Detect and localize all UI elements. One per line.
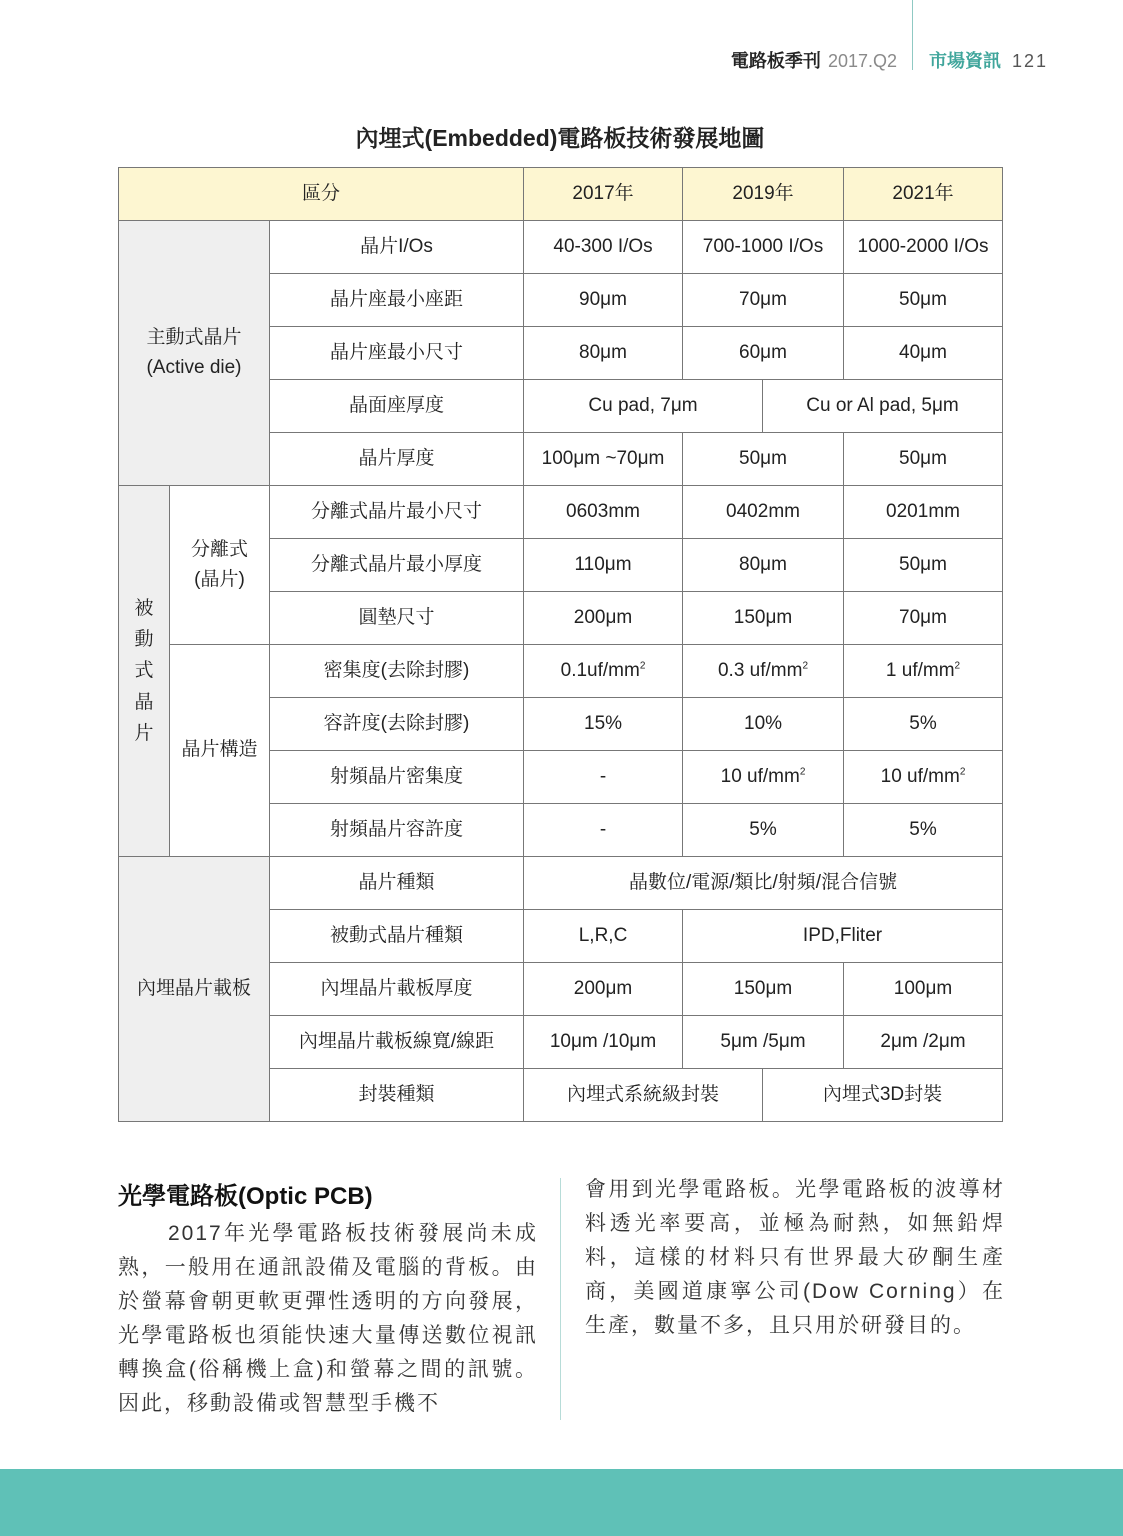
- footer-bar: [0, 1469, 1123, 1536]
- cell-span-2019-2021: Cu or Al pad, 5μm: [763, 380, 1003, 433]
- substrate-category: 內埋晶片載板: [119, 857, 270, 1122]
- cell-span-2019-2021: 內埋式3D封裝: [763, 1069, 1003, 1122]
- row-label: 分離式晶片最小厚度: [270, 539, 524, 592]
- page-number: 121: [1012, 51, 1049, 71]
- cell-2021: [844, 645, 1003, 698]
- cell-2017: 100μm ~70μm: [524, 433, 683, 486]
- cell-2017: L,R,C: [524, 910, 683, 963]
- table-header-row: [119, 168, 1003, 221]
- table-row: [119, 645, 1003, 698]
- row-label: 圓墊尺寸: [270, 592, 524, 645]
- cell-2021: 2μm /2μm: [844, 1016, 1003, 1069]
- row-label: 被動式晶片種類: [270, 910, 524, 963]
- passive-label-char: 片: [134, 723, 154, 745]
- magazine-header: [731, 47, 897, 73]
- cell-2021: 5%: [844, 698, 1003, 751]
- value-text: 0.3 uf/mm: [717, 659, 803, 681]
- table-row: [119, 486, 1003, 539]
- value-text: 10 uf/mm: [720, 765, 800, 787]
- cell-2017: 200μm: [524, 963, 683, 1016]
- cell-2017: 0603mm: [524, 486, 683, 539]
- header-category: 區分: [119, 168, 524, 221]
- article-paragraph-right: 會用到光學電路板。光學電路板的波導材料透光率要高，並極為耐熱，如無鉛焊料，這樣的材料只有世界最大矽酮生產商，美國道康寧公司(Dow Corning）在生產，數量不多，且只用於研發目的。: [585, 1178, 1005, 1337]
- discrete-label-paren: (晶片): [194, 569, 245, 590]
- cell-2019: 80μm: [683, 539, 844, 592]
- cell-2017: 110μm: [524, 539, 683, 592]
- row-label: 射頻晶片容許度: [270, 804, 524, 857]
- section-header: [929, 47, 1048, 73]
- row-label: 晶片厚度: [270, 433, 524, 486]
- cell-2021: 50μm: [844, 539, 1003, 592]
- cell-2019: 10%: [683, 698, 844, 751]
- table-title: 內埋式(Embedded)電路板技術發展地圖: [355, 125, 765, 151]
- superscript: 2: [959, 766, 966, 778]
- cell-2019: 700-1000 I/Os: [683, 221, 844, 274]
- section-label: 市場資訊: [929, 51, 1001, 71]
- passive-category: [119, 486, 170, 857]
- cell-2021: 50μm: [844, 274, 1003, 327]
- discrete-subcategory: [170, 486, 270, 645]
- magazine-title: 電路板季刊: [730, 51, 821, 71]
- superscript: 2: [639, 660, 646, 672]
- active-die-category: [119, 221, 270, 486]
- table-row: [119, 857, 1003, 910]
- cell-2017: -: [524, 751, 683, 804]
- passive-label-char: 動: [134, 628, 154, 650]
- issue-label: 2017.Q2: [827, 51, 897, 71]
- passive-label-char: 式: [134, 660, 154, 682]
- cell-2019: 70μm: [683, 274, 844, 327]
- cell-span-2019-2021: IPD,Fliter: [683, 910, 1003, 963]
- row-label: 晶片種類: [270, 857, 524, 910]
- row-label: 晶片座最小尺寸: [270, 327, 524, 380]
- cell-2019: 0402mm: [683, 486, 844, 539]
- header-divider: [912, 0, 913, 70]
- cell-2019: [683, 645, 844, 698]
- cell-span-2017-2019: 內埋式系統級封裝: [524, 1069, 763, 1122]
- value-text: 0.1uf/mm: [560, 659, 640, 681]
- cell-2019: 150μm: [683, 592, 844, 645]
- roadmap-table: [118, 167, 1003, 1122]
- value-text: 10 uf/mm: [880, 765, 960, 787]
- cell-2021: 50μm: [844, 433, 1003, 486]
- cell-2017: 15%: [524, 698, 683, 751]
- row-label: 容許度(去除封膠): [270, 698, 524, 751]
- active-die-label-en: (Active die): [146, 357, 242, 378]
- cell-2019: [683, 751, 844, 804]
- cell-2019: 60μm: [683, 327, 844, 380]
- superscript: 2: [799, 766, 806, 778]
- row-label: 分離式晶片最小尺寸: [270, 486, 524, 539]
- header-2019: 2019年: [683, 168, 844, 221]
- header-2021: 2021年: [844, 168, 1003, 221]
- cell-2021: 0201mm: [844, 486, 1003, 539]
- cell-2017: 200μm: [524, 592, 683, 645]
- cell-2017: 40-300 I/Os: [524, 221, 683, 274]
- cell-2021: [844, 751, 1003, 804]
- cell-2017: -: [524, 804, 683, 857]
- row-label: 晶片座最小座距: [270, 274, 524, 327]
- cell-2021: 40μm: [844, 327, 1003, 380]
- header-2017: 2017年: [524, 168, 683, 221]
- value-text: 1 uf/mm: [885, 659, 955, 681]
- cell-span-2017-2019: Cu pad, 7μm: [524, 380, 763, 433]
- cell-2019: 5μm /5μm: [683, 1016, 844, 1069]
- row-label: 射頻晶片密集度: [270, 751, 524, 804]
- active-die-label: 主動式晶片: [146, 326, 242, 348]
- structure-label: 晶片構造: [181, 739, 258, 761]
- cell-2017: 90μm: [524, 274, 683, 327]
- cell-2017: 80μm: [524, 327, 683, 380]
- table-row: [119, 221, 1003, 274]
- article-title: 光學電路板(Optic PCB): [118, 1183, 373, 1210]
- row-label: 內埋晶片載板線寬/線距: [270, 1016, 524, 1069]
- discrete-label: 分離式: [190, 538, 248, 560]
- row-label: 封裝種類: [270, 1069, 524, 1122]
- cell-2021: 1000-2000 I/Os: [844, 221, 1003, 274]
- row-label: 晶面座厚度: [270, 380, 524, 433]
- passive-label-char: 晶: [134, 691, 154, 713]
- cell-2021: 100μm: [844, 963, 1003, 1016]
- cell-2017: 10μm /10μm: [524, 1016, 683, 1069]
- cell-2017: [524, 645, 683, 698]
- row-label: 密集度(去除封膠): [270, 645, 524, 698]
- cell-2019: 50μm: [683, 433, 844, 486]
- cell-2019: 5%: [683, 804, 844, 857]
- article-paragraph-left: 2017年光學電路板技術發展尚未成熟，一般用在通訊設備及電腦的背板。由於螢幕會朝更軟更彈性透明的方向發展，光學電路板也須能快速大量傳送數位視訊轉換盒(俗稱機上盒)和螢幕之間的訊號。因此，移動設備或智慧型手機不: [118, 1222, 538, 1415]
- cell-2019: 150μm: [683, 963, 844, 1016]
- structure-subcategory: [170, 645, 270, 857]
- passive-label-char: 被: [134, 597, 154, 619]
- column-divider: [560, 1178, 561, 1420]
- row-label: 晶片I/Os: [270, 221, 524, 274]
- cell-span-all: 晶數位/電源/類比/射頻/混合信號: [524, 857, 1003, 910]
- superscript: 2: [802, 660, 809, 672]
- superscript: 2: [954, 660, 961, 672]
- row-label: 內埋晶片載板厚度: [270, 963, 524, 1016]
- cell-2021: 70μm: [844, 592, 1003, 645]
- cell-2021: 5%: [844, 804, 1003, 857]
